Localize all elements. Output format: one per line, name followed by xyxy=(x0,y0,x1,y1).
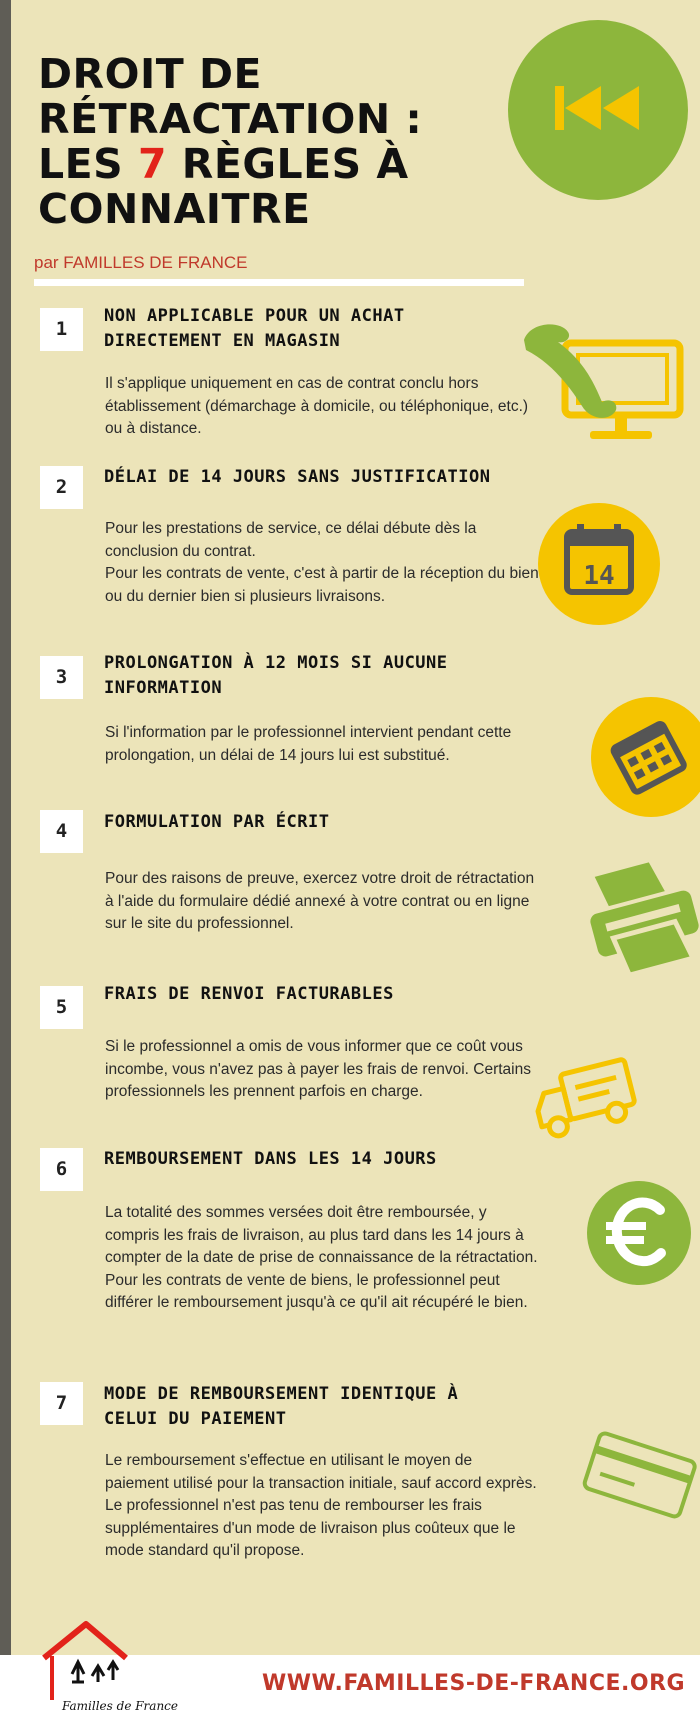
title-text-part1: DROIT DE RÉTRACTATION : LES xyxy=(38,50,423,188)
rule-heading-6: REMBOURSEMENT DANS LES 14 JOURS xyxy=(104,1149,437,1169)
rule-number-5: 5 xyxy=(40,986,83,1029)
left-border-strip xyxy=(0,0,11,1720)
rule-number-6: 6 xyxy=(40,1148,83,1191)
rule-text-3: Si l'information par le professionnel intervient pendant cette prolongation, un délai de 14 jours lui est substitué. xyxy=(105,724,512,764)
rule-heading-4: FORMULATION PAR ÉCRIT xyxy=(104,812,330,832)
rule-heading-7: MODE DE REMBOURSEMENT IDENTIQUE À CELUI DU PAIEMENT xyxy=(104,1384,459,1429)
page-title xyxy=(38,52,478,232)
phone-computer-icon xyxy=(520,318,690,448)
rule-text-7: Le remboursement s'effectue en utilisant le moyen de paiement utilisé pour la transaction initiale, sauf accord exprès. Le professionnel n'est pas tenu de rembourser les frais supplémentaires d'un mode de livraison plus coûteux que le mode standard qu'il propose. xyxy=(105,1452,537,1559)
rewind-icon xyxy=(553,78,643,138)
rule-text-1: Il s'applique uniquement en cas de contrat conclu hors établissement (démarchage à domicile, ou téléphonique, etc.) ou à distance. xyxy=(105,375,529,437)
rule-heading-2: DÉLAI DE 14 JOURS SANS JUSTIFICATION xyxy=(104,467,491,487)
divider xyxy=(34,279,524,286)
calendar-icon xyxy=(537,502,661,626)
rule-heading-1: NON APPLICABLE POUR UN ACHAT DIRECTEMENT EN MAGASIN xyxy=(104,306,405,351)
logo-text: Familles de France xyxy=(62,1699,178,1713)
rule-number-1: 1 xyxy=(40,308,83,351)
calendar-day-label: 14 xyxy=(583,561,615,591)
rule-heading-5: FRAIS DE RENVOI FACTURABLES xyxy=(104,984,394,1004)
rule-text-4: Pour des raisons de preuve, exercez votre droit de rétractation à l'aide du formulaire dédié annexé à votre contrat ou en ligne sur le site du professionnel. xyxy=(105,870,535,932)
euro-icon xyxy=(586,1180,692,1286)
printer-icon xyxy=(585,858,700,978)
rule-number-2: 2 xyxy=(40,466,83,509)
rule-number-7: 7 xyxy=(40,1382,83,1425)
title-number: 7 xyxy=(137,140,167,188)
title-text-part2: RÈGLES À CONNAITRE xyxy=(38,140,409,233)
rule-number-4: 4 xyxy=(40,810,83,853)
byline: par FAMILLES DE FRANCE xyxy=(34,253,248,272)
rule-text-5: Si le professionnel a omis de vous informer que ce coût vous incombe, vous n'avez pas à payer les frais de renvoi. Certains professionnels les prennent parfois en charge. xyxy=(105,1038,531,1100)
truck-icon xyxy=(530,1055,645,1140)
familles-de-france-logo xyxy=(34,1618,184,1718)
calendar-grid-icon xyxy=(590,696,700,818)
rule-text-6: La totalité des sommes versées doit être remboursée, y compris les frais de livraison, au plus tard dans les 14 jours à compter de la date de prise de connaissance de la rétractation. Pour les contrats de vente de biens, le professionnel peut différer le remboursement jusqu'à ce qu'il ait récupéré le bien. xyxy=(105,1204,538,1311)
rule-number-3: 3 xyxy=(40,656,83,699)
website-url[interactable]: WWW.FAMILLES-DE-FRANCE.ORG xyxy=(262,1671,686,1696)
rewind-circle xyxy=(508,20,688,200)
credit-card-icon xyxy=(580,1424,700,1524)
rule-heading-3: PROLONGATION À 12 MOIS SI AUCUNE INFORMATION xyxy=(104,653,448,698)
rule-text-2: Pour les prestations de service, ce délai débute dès la conclusion du contrat. Pour les contrats de vente, c'est à partir de la réception du bien ou du dernier bien si plusieurs livraisons. xyxy=(105,520,539,605)
